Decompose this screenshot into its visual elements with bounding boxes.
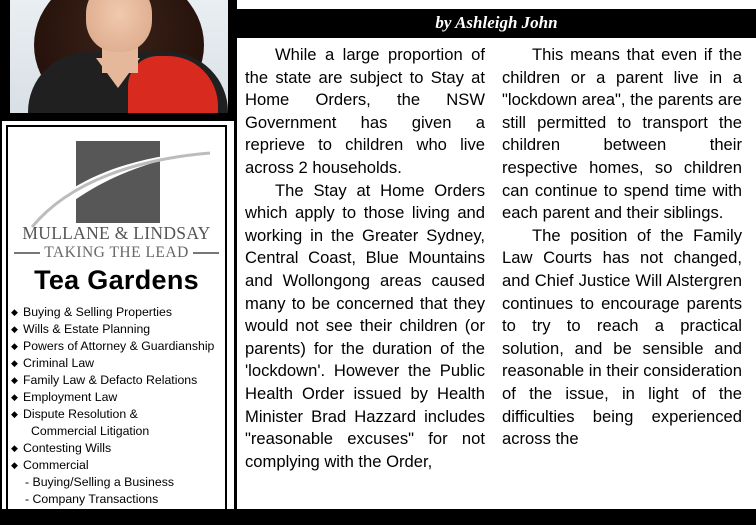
service-label: Dispute Resolution & xyxy=(23,407,138,421)
office-location: Tea Gardens xyxy=(34,265,199,295)
service-label: - Buying/Selling a Business xyxy=(25,475,175,489)
service-item xyxy=(11,474,227,491)
bullet-icon: ◆ xyxy=(11,409,18,419)
service-label: - Leasing xyxy=(25,509,76,523)
bullet-icon: ◆ xyxy=(11,358,18,368)
service-label: Criminal Law xyxy=(23,356,95,370)
service-label: - Company Transactions xyxy=(25,492,159,506)
service-label: Wills & Estate Planning xyxy=(23,322,151,336)
author-photo xyxy=(10,0,228,113)
service-label: Buying & Selling Properties xyxy=(23,305,173,319)
service-item xyxy=(11,508,227,525)
service-item xyxy=(11,372,227,389)
service-item xyxy=(11,423,227,440)
service-item xyxy=(11,457,227,474)
bullet-icon: ◆ xyxy=(11,443,18,453)
service-item xyxy=(11,440,227,457)
service-item xyxy=(11,389,227,406)
service-item xyxy=(11,406,227,423)
service-item xyxy=(11,338,227,355)
service-item xyxy=(11,491,227,508)
article-paragraph: While a large proportion of the state are subject to Stay at Home Orders, the NSW Government has given a reprieve to children who live across 2 households. xyxy=(245,45,485,177)
law-firm-ad xyxy=(2,121,234,523)
service-item xyxy=(11,321,227,338)
service-label: Employment Law xyxy=(23,390,118,404)
article-paragraph: The position of the Family Law Courts has not changed, and Chief Justice Will Alstergren continues to encourage parents to try to reach a practical solution, and be sensible and reasonable in their consideration of the issue, in light of the difficulties being experienced across the xyxy=(502,225,742,449)
tagline-text: TAKING THE LEAD xyxy=(44,244,189,261)
service-label: Contesting Wills xyxy=(23,441,112,455)
page-top-strip xyxy=(237,0,756,9)
article-column-1 xyxy=(245,44,485,473)
service-label: Commercial Litigation xyxy=(31,424,150,438)
service-label: Family Law & Defacto Relations xyxy=(23,373,198,387)
service-label: Commercial xyxy=(23,458,89,472)
bullet-icon: ◆ xyxy=(11,375,18,385)
bullet-icon: ◆ xyxy=(11,392,18,402)
bullet-icon: ◆ xyxy=(11,341,18,351)
firm-tagline xyxy=(14,243,219,263)
services-list xyxy=(11,304,227,525)
article-paragraph: The Stay at Home Orders which apply to those living and working in the Greater Sydney, Central Coast, Blue Mountains and Wollongong areas caused many to be concerned that they would not see their children (or parents) for the duration of the 'lockdown'. However the Public Health Order issued by Health Minister Brad Hazzard includes "reasonable excuses" for not complying with the Order, xyxy=(245,180,485,471)
service-item xyxy=(11,304,227,321)
bullet-icon: ◆ xyxy=(11,307,18,317)
firm-name: MULLANE & LINDSAY xyxy=(22,223,211,243)
bullet-icon: ◆ xyxy=(11,460,18,470)
article-column-2 xyxy=(502,44,742,451)
article-paragraph: This means that even if the children or a parent live in a "lockdown area", the parents are still permitted to transport the children between their respective homes, so children can continue to spend time with each parent and their siblings. xyxy=(502,45,742,223)
firm-logo-icon xyxy=(26,137,212,229)
service-item xyxy=(11,355,227,372)
bullet-icon: ◆ xyxy=(11,324,18,334)
article-body xyxy=(237,38,756,509)
service-label: Powers of Attorney & Guardianship xyxy=(23,339,215,353)
byline: by Ashleigh John xyxy=(237,13,756,33)
